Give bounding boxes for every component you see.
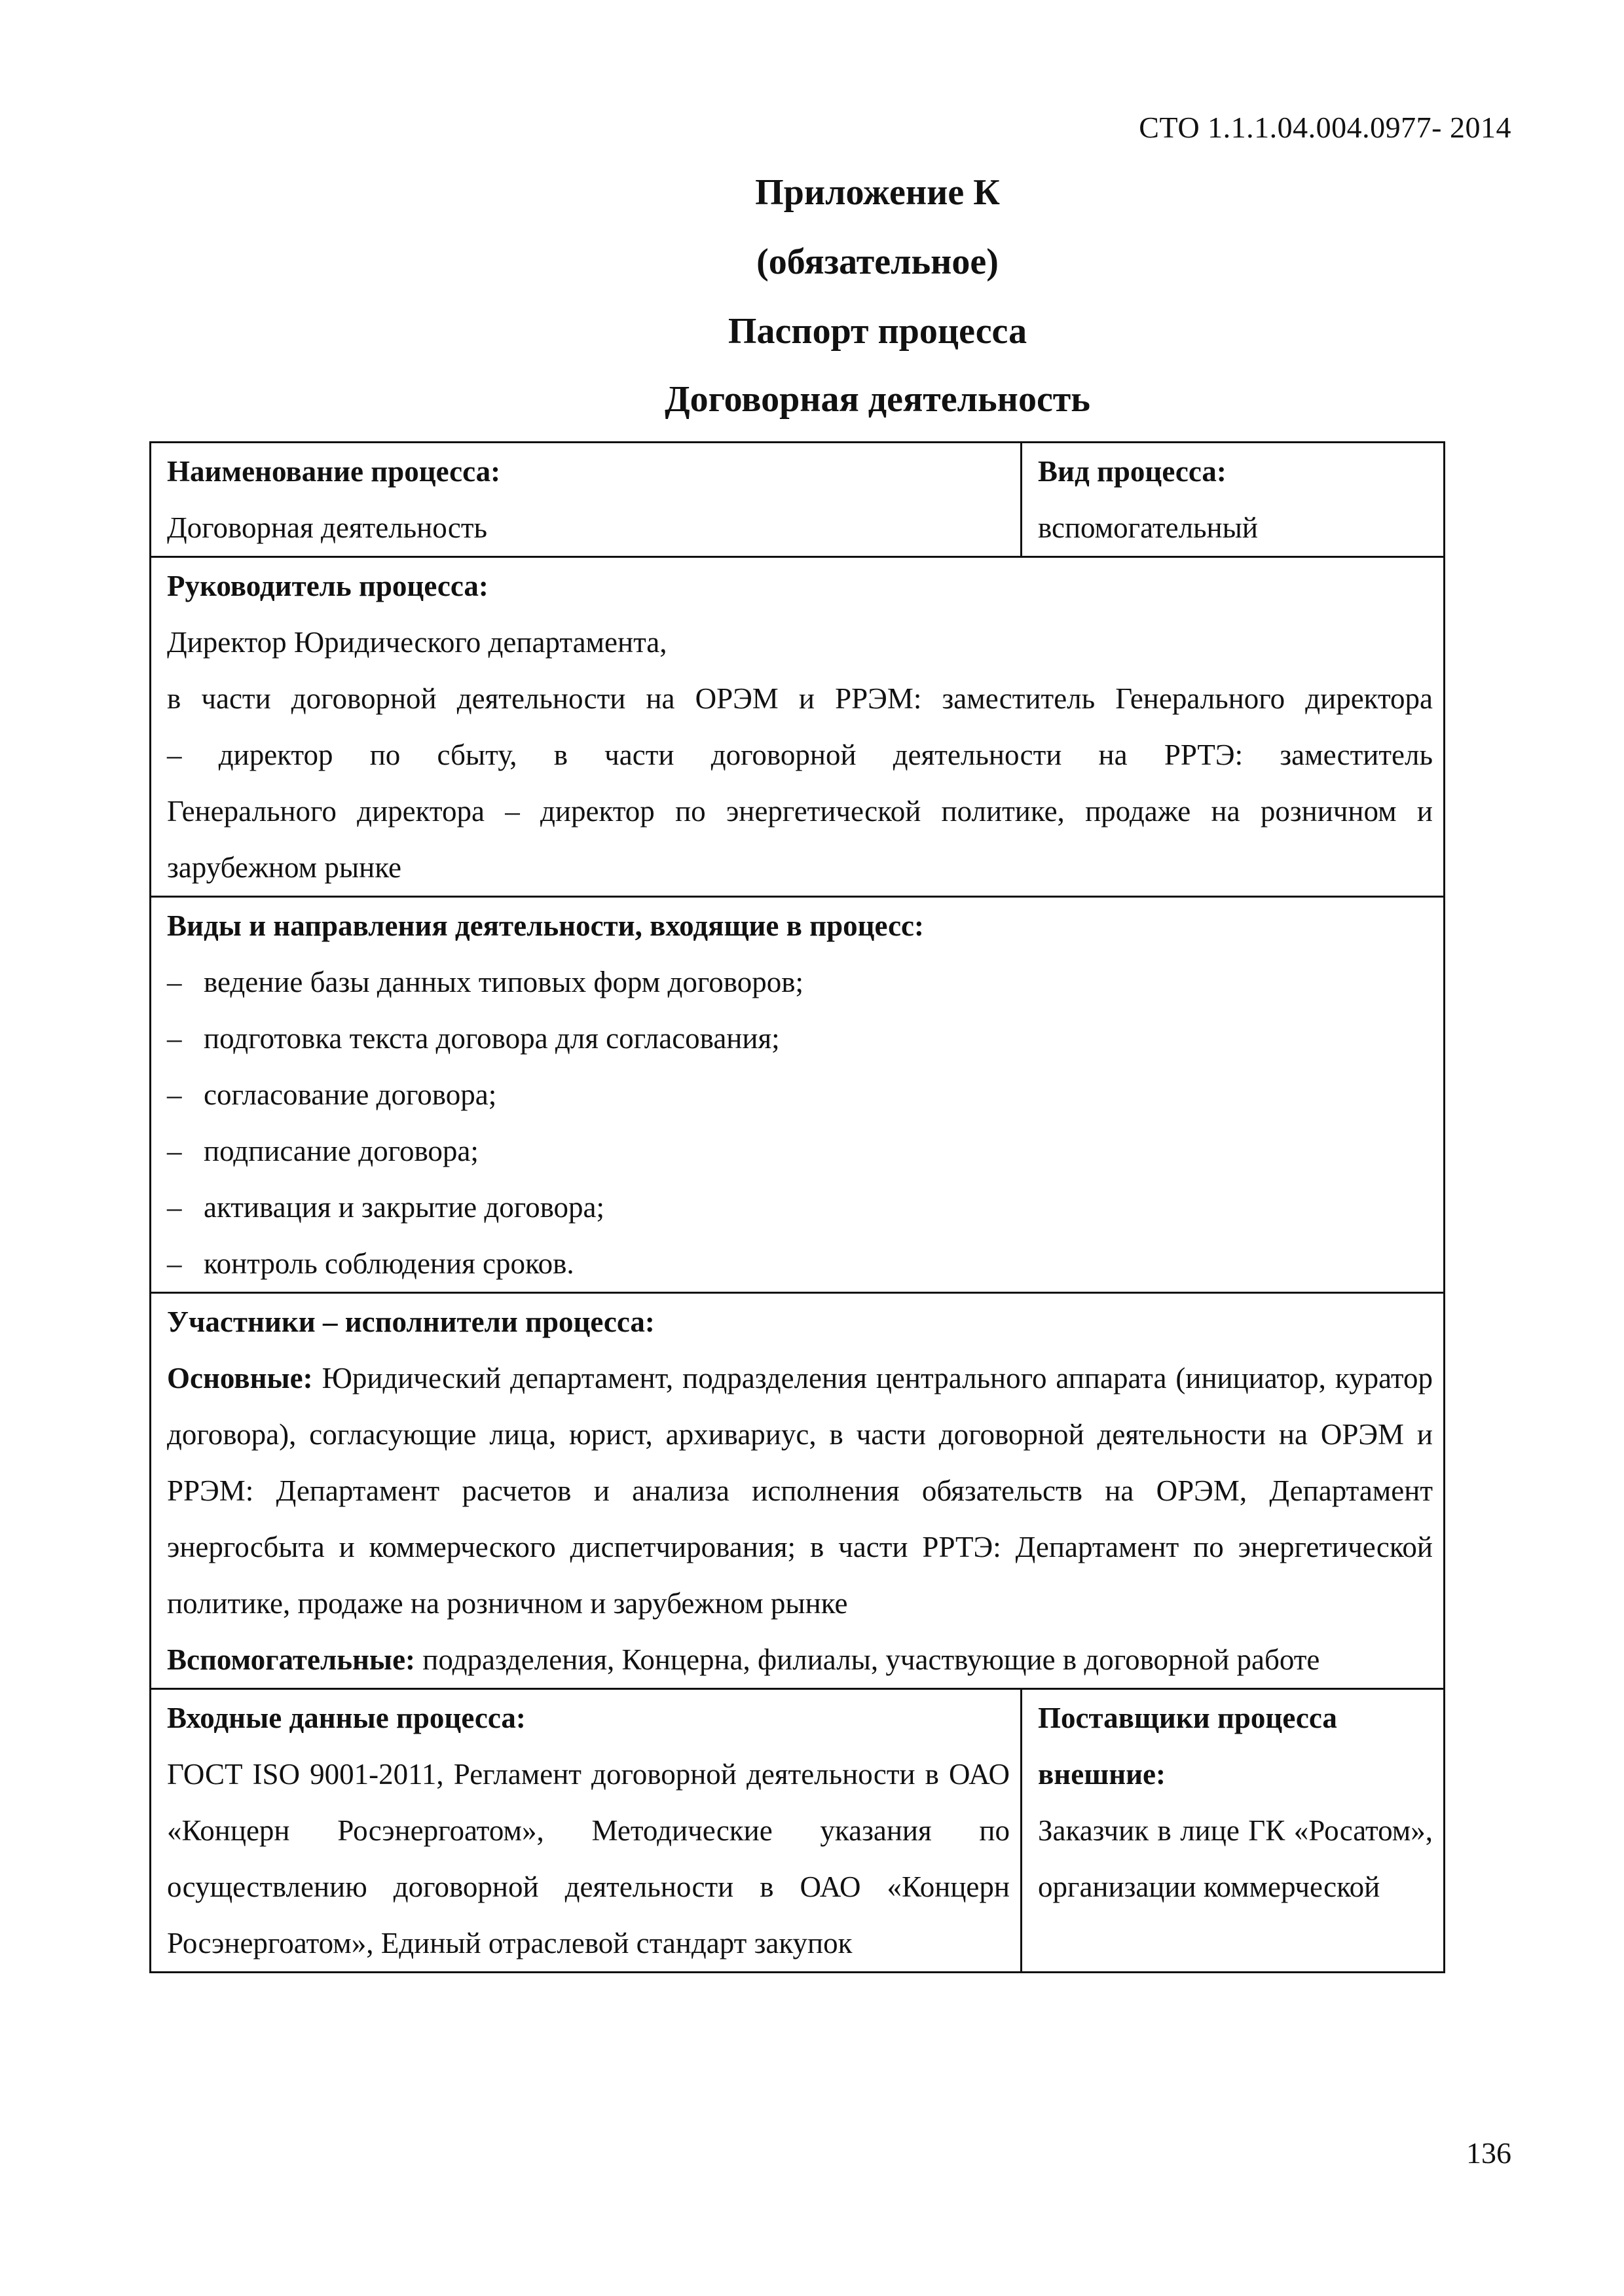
process-passport-table — [149, 441, 1445, 1973]
activities-row — [151, 897, 1445, 1293]
main-participants-text: Юридический департамент, подразделения центрального аппарата (инициатор, куратор договора), согласующие лица, юрист, архивариус, в части договорной деятельности на ОРЭМ и РРЭМ: Департамент расчетов и анализа исполнения обязательств на ОРЭМ, Департамент энергосбыта и коммерческого диспетчирования; в части РРТЭ: Департамент по энергетической политике, продаже на розничном и зарубежном рынке — [167, 1362, 1433, 1620]
aux-participants-label: Вспомогательные: — [167, 1643, 416, 1676]
activity-text: подготовка текста договора для согласования; — [204, 1022, 780, 1055]
owner-cell — [151, 557, 1445, 897]
owner-line: Директор Юридического департамента, — [167, 626, 667, 659]
owner-row — [151, 557, 1445, 897]
activity-text: подписание договора; — [204, 1135, 479, 1167]
process-type-value: вспомогательный — [1038, 511, 1258, 544]
activities-cell — [151, 897, 1445, 1293]
dash-marker: – — [167, 966, 182, 998]
owner-line: Генерального директора – директор по энергетической политике, продаже на розничном и — [167, 795, 1433, 828]
suppliers-sublabel: внешние: — [1038, 1758, 1166, 1791]
dash-marker: – — [167, 1022, 182, 1055]
aux-participants-text: подразделения, Концерна, филиалы, участвующие в договорной работе — [422, 1643, 1320, 1676]
list-item — [167, 954, 1433, 1010]
suppliers-text: Заказчик в лице ГК «Росатом», организации коммерческой — [1038, 1814, 1433, 1903]
process-title: Договорная деятельность — [665, 379, 1090, 420]
activities-list — [167, 954, 1433, 1292]
activity-text: активация и закрытие договора; — [204, 1191, 605, 1224]
list-item — [167, 1010, 1433, 1066]
process-name-cell — [151, 443, 1022, 557]
activity-text: согласование договора; — [204, 1078, 497, 1111]
dash-marker: – — [167, 1247, 182, 1280]
appendix-status: (обязательное) — [756, 242, 999, 282]
participants-cell — [151, 1293, 1445, 1689]
suppliers-label: Поставщики процесса — [1038, 1702, 1337, 1734]
dash-marker: – — [167, 1191, 182, 1224]
process-name-row — [151, 443, 1445, 557]
passport-title: Паспорт процесса — [728, 311, 1027, 352]
list-item — [167, 1066, 1433, 1123]
activity-text: ведение базы данных типовых форм договоров; — [204, 966, 803, 998]
main-participants-paragraph — [167, 1350, 1433, 1631]
process-type-cell — [1022, 443, 1445, 557]
participants-row — [151, 1293, 1445, 1689]
document-code: СТО 1.1.1.04.004.0977- 2014 — [1139, 111, 1511, 144]
owner-line: зарубежном рынке — [167, 851, 401, 884]
dash-marker: – — [167, 1078, 182, 1111]
activities-label: Виды и направления деятельности, входящие в процесс: — [167, 909, 925, 942]
process-name-value: Договорная деятельность — [167, 511, 488, 544]
owner-label: Руководитель процесса: — [167, 570, 489, 602]
inputs-cell — [151, 1689, 1022, 1973]
inputs-row — [151, 1689, 1445, 1973]
process-name-label: Наименование процесса: — [167, 455, 501, 488]
list-item — [167, 1179, 1433, 1235]
aux-participants-paragraph — [167, 1631, 1433, 1688]
page-number: 136 — [1466, 2136, 1511, 2170]
activity-text: контроль соблюдения сроков. — [204, 1247, 574, 1280]
owner-line: – директор по сбыту, в части договорной деятельности на РРТЭ: заместитель — [167, 738, 1433, 771]
inputs-text: ГОСТ ISO 9001-2011, Регламент договорной деятельности в ОАО «Концерн Росэнергоатом», Методические указания по осуществлению договорной деятельности в ОАО «Концерн Росэнергоатом», Единый отраслевой стандарт закупок — [167, 1758, 1010, 1959]
process-type-label: Вид процесса: — [1038, 455, 1227, 488]
appendix-title: Приложение К — [755, 172, 1000, 213]
owner-line: в части договорной деятельности на ОРЭМ и РРЭМ: заместитель Генерального директора — [167, 682, 1433, 715]
inputs-label: Входные данные процесса: — [167, 1702, 526, 1734]
list-item — [167, 1235, 1433, 1292]
list-item — [167, 1123, 1433, 1179]
main-participants-label: Основные: — [167, 1362, 313, 1394]
dash-marker: – — [167, 1135, 182, 1167]
suppliers-cell — [1022, 1689, 1445, 1973]
participants-label: Участники – исполнители процесса: — [167, 1305, 655, 1338]
